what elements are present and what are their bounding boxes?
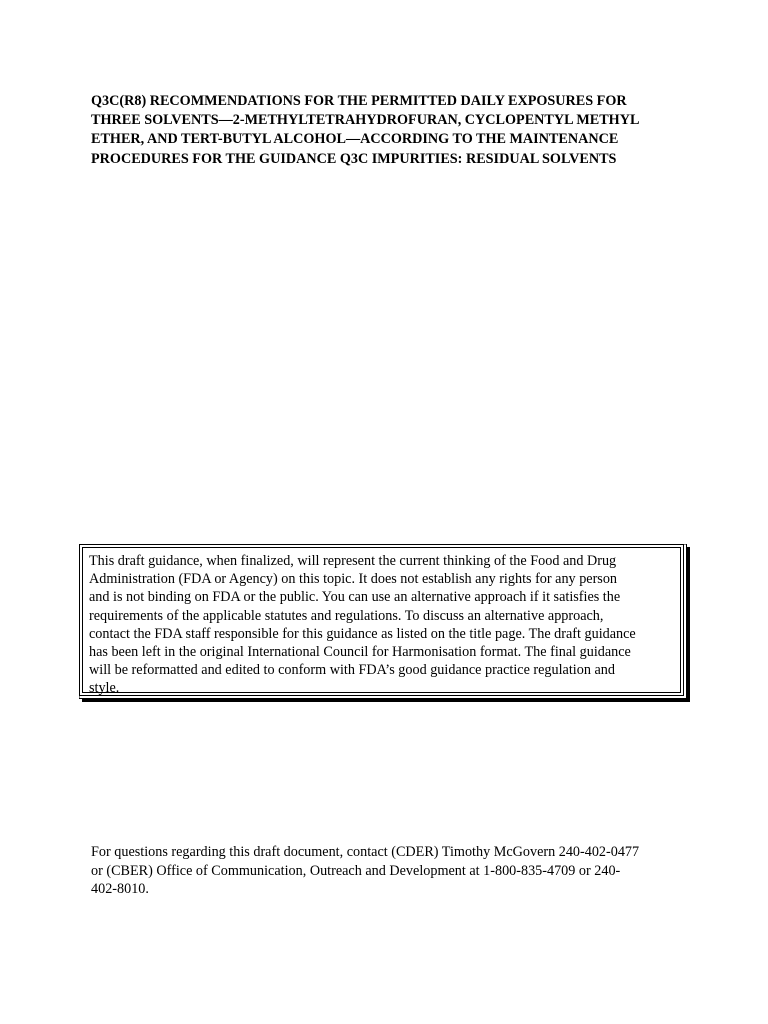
contact-line-2: or (CBER) Office of Communication, Outreach and Development at 1-800-835-4709 or 240- [91, 862, 621, 879]
title-line-4: PROCEDURES FOR THE GUIDANCE Q3C IMPURITIES: RESIDUAL SOLVENTS [91, 150, 617, 167]
notice-line-2: Administration (FDA or Agency) on this topic. It does not establish any rights for any person [89, 571, 618, 588]
notice-line-6: has been left in the original International Council for Harmonisation format. The final guidance [89, 644, 631, 661]
title-line-3: ETHER, AND TERT-BUTYL ALCOHOL—ACCORDING TO THE MAINTENANCE [91, 131, 619, 148]
notice-line-8: style. [89, 680, 120, 697]
contact-information [91, 843, 639, 899]
notice-line-1: This draft guidance, when finalized, will represent the current thinking of the Food and Drug [89, 553, 617, 569]
title-line-2: THREE SOLVENTS—2-METHYLTETRAHYDROFURAN, CYCLOPENTYL METHYL [91, 112, 640, 129]
document-title [91, 92, 691, 169]
notice-line-3: and is not binding on FDA or the public. You can use an alternative approach if it satisfies the [89, 589, 621, 606]
notice-line-4: requirements of the applicable statutes and regulations. To discuss an alternative approach, [89, 607, 604, 624]
notice-line-5: contact the FDA staff responsible for this guidance as listed on the title page. The draft guidance [89, 625, 636, 642]
draft-guidance-notice-text [89, 552, 636, 698]
title-line-1: Q3C(R8) RECOMMENDATIONS FOR THE PERMITTED DAILY EXPOSURES FOR [91, 93, 627, 109]
draft-guidance-notice-box [79, 544, 687, 699]
contact-line-1: For questions regarding this draft document, contact (CDER) Timothy McGovern 240-402-0477 [91, 844, 640, 860]
contact-line-3: 402-8010. [91, 881, 149, 898]
notice-line-7: will be reformatted and edited to conform with FDA’s good guidance practice regulation and [89, 662, 615, 679]
